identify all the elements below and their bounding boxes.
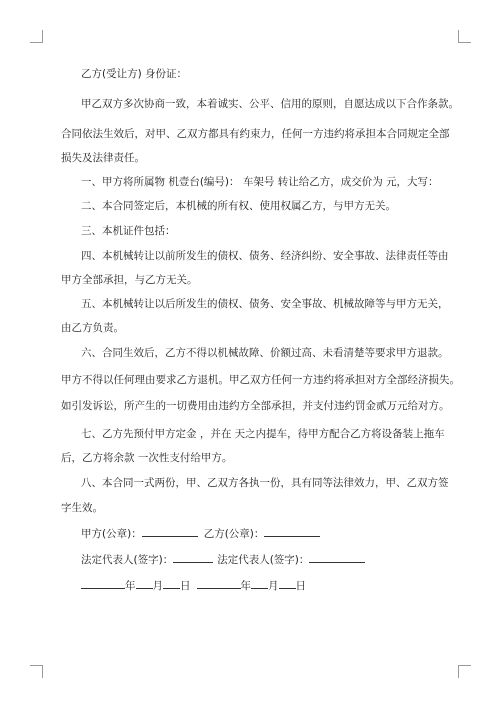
date-a-month-blank bbox=[136, 577, 153, 589]
party-b-representative-blank bbox=[309, 551, 365, 563]
clause-5-line-2: 由乙方负责。 bbox=[61, 322, 124, 334]
paragraph-preamble-line-1: 甲乙双方多次协商一致，本着诚实、公平、信用的原则，自愿达成以下合作条款。 bbox=[81, 98, 459, 110]
party-a-representative-label: 法定代表人(签字)： bbox=[81, 554, 174, 566]
date-a-day-blank bbox=[163, 577, 180, 589]
clause-4-line-2: 甲方全部承担，与乙方无关。 bbox=[61, 274, 198, 286]
paragraph-preamble-line-2: 合同依法生效后，对甲、乙双方都具有约束力，任何一方违约将承担本合同规定全部 bbox=[61, 128, 450, 140]
clause-8-line-2: 字生效。 bbox=[61, 502, 103, 514]
date-b-month-label: 月 bbox=[268, 580, 279, 592]
paragraph-preamble-line-3: 损失及法律责任。 bbox=[61, 152, 145, 164]
date-a-month-label: 月 bbox=[152, 580, 163, 592]
party-b-representative-label: 法定代表人(签字)： bbox=[217, 554, 310, 566]
date-a-year-label: 年 bbox=[125, 580, 136, 592]
date-b-day-blank bbox=[279, 577, 296, 589]
date-b-month-blank bbox=[251, 577, 268, 589]
party-b-seal-blank bbox=[264, 525, 320, 537]
clause-6-line-3: 如引发诉讼，所产生的一切费用由违约方全部承担，并支付违约罚金贰万元给对方。 bbox=[61, 400, 450, 412]
representative-line bbox=[81, 551, 365, 567]
party-a-seal-blank bbox=[142, 525, 198, 537]
party-a-representative-blank bbox=[173, 551, 213, 563]
date-a-day-label: 日 bbox=[180, 580, 191, 592]
party-b-seal-label: 乙方(公章)： bbox=[203, 528, 265, 540]
date-b-year-label: 年 bbox=[240, 580, 251, 592]
clause-3: 三、本机证件包括： bbox=[81, 225, 176, 237]
date-line bbox=[81, 577, 306, 593]
clause-7-line-1: 七、乙方先预付甲方定金 ，并在 天之内提车，待甲方配合乙方将设备装上拖车 bbox=[81, 428, 445, 440]
clause-6-line-2: 甲方不得以任何理由要求乙方退机。甲乙双方任何一方违约将承担对方全部经济损失。 bbox=[61, 374, 460, 386]
clause-1: 一、甲方将所属物 机壹台(编号)： 车架号 转让给乙方，成交价为 元，大写： bbox=[81, 176, 439, 188]
party-a-seal-label: 甲方(公章)： bbox=[81, 528, 142, 540]
party-b-id-line: 乙方(受让方) 身份证： bbox=[81, 68, 188, 80]
clause-5-line-1: 五、本机械转让以后所发生的债权、债务、安全事故、机械故障等与甲方无关， bbox=[81, 298, 449, 310]
date-b-year-blank bbox=[197, 577, 241, 589]
clause-2: 二、本合同签定后，本机械的所有权、使用权属乙方，与甲方无关。 bbox=[81, 200, 396, 212]
date-b-day-label: 日 bbox=[295, 580, 306, 592]
clause-8-line-1: 八、本合同一式两份，甲、乙双方各执一份，具有同等法律效力，甲、乙双方签 bbox=[81, 477, 449, 489]
clause-4-line-1: 四、本机械转让以前所发生的债权、债务、经济纠纷、安全事故、法律责任等由 bbox=[81, 250, 449, 262]
clause-6-line-1: 六、合同生效后，乙方不得以机械故障、价额过高、未看清楚等要求甲方退款。 bbox=[81, 347, 449, 359]
date-a-year-blank bbox=[81, 577, 125, 589]
clause-7-line-2: 后，乙方将余款 一次性支付给甲方。 bbox=[61, 452, 233, 464]
seal-line bbox=[81, 525, 320, 541]
